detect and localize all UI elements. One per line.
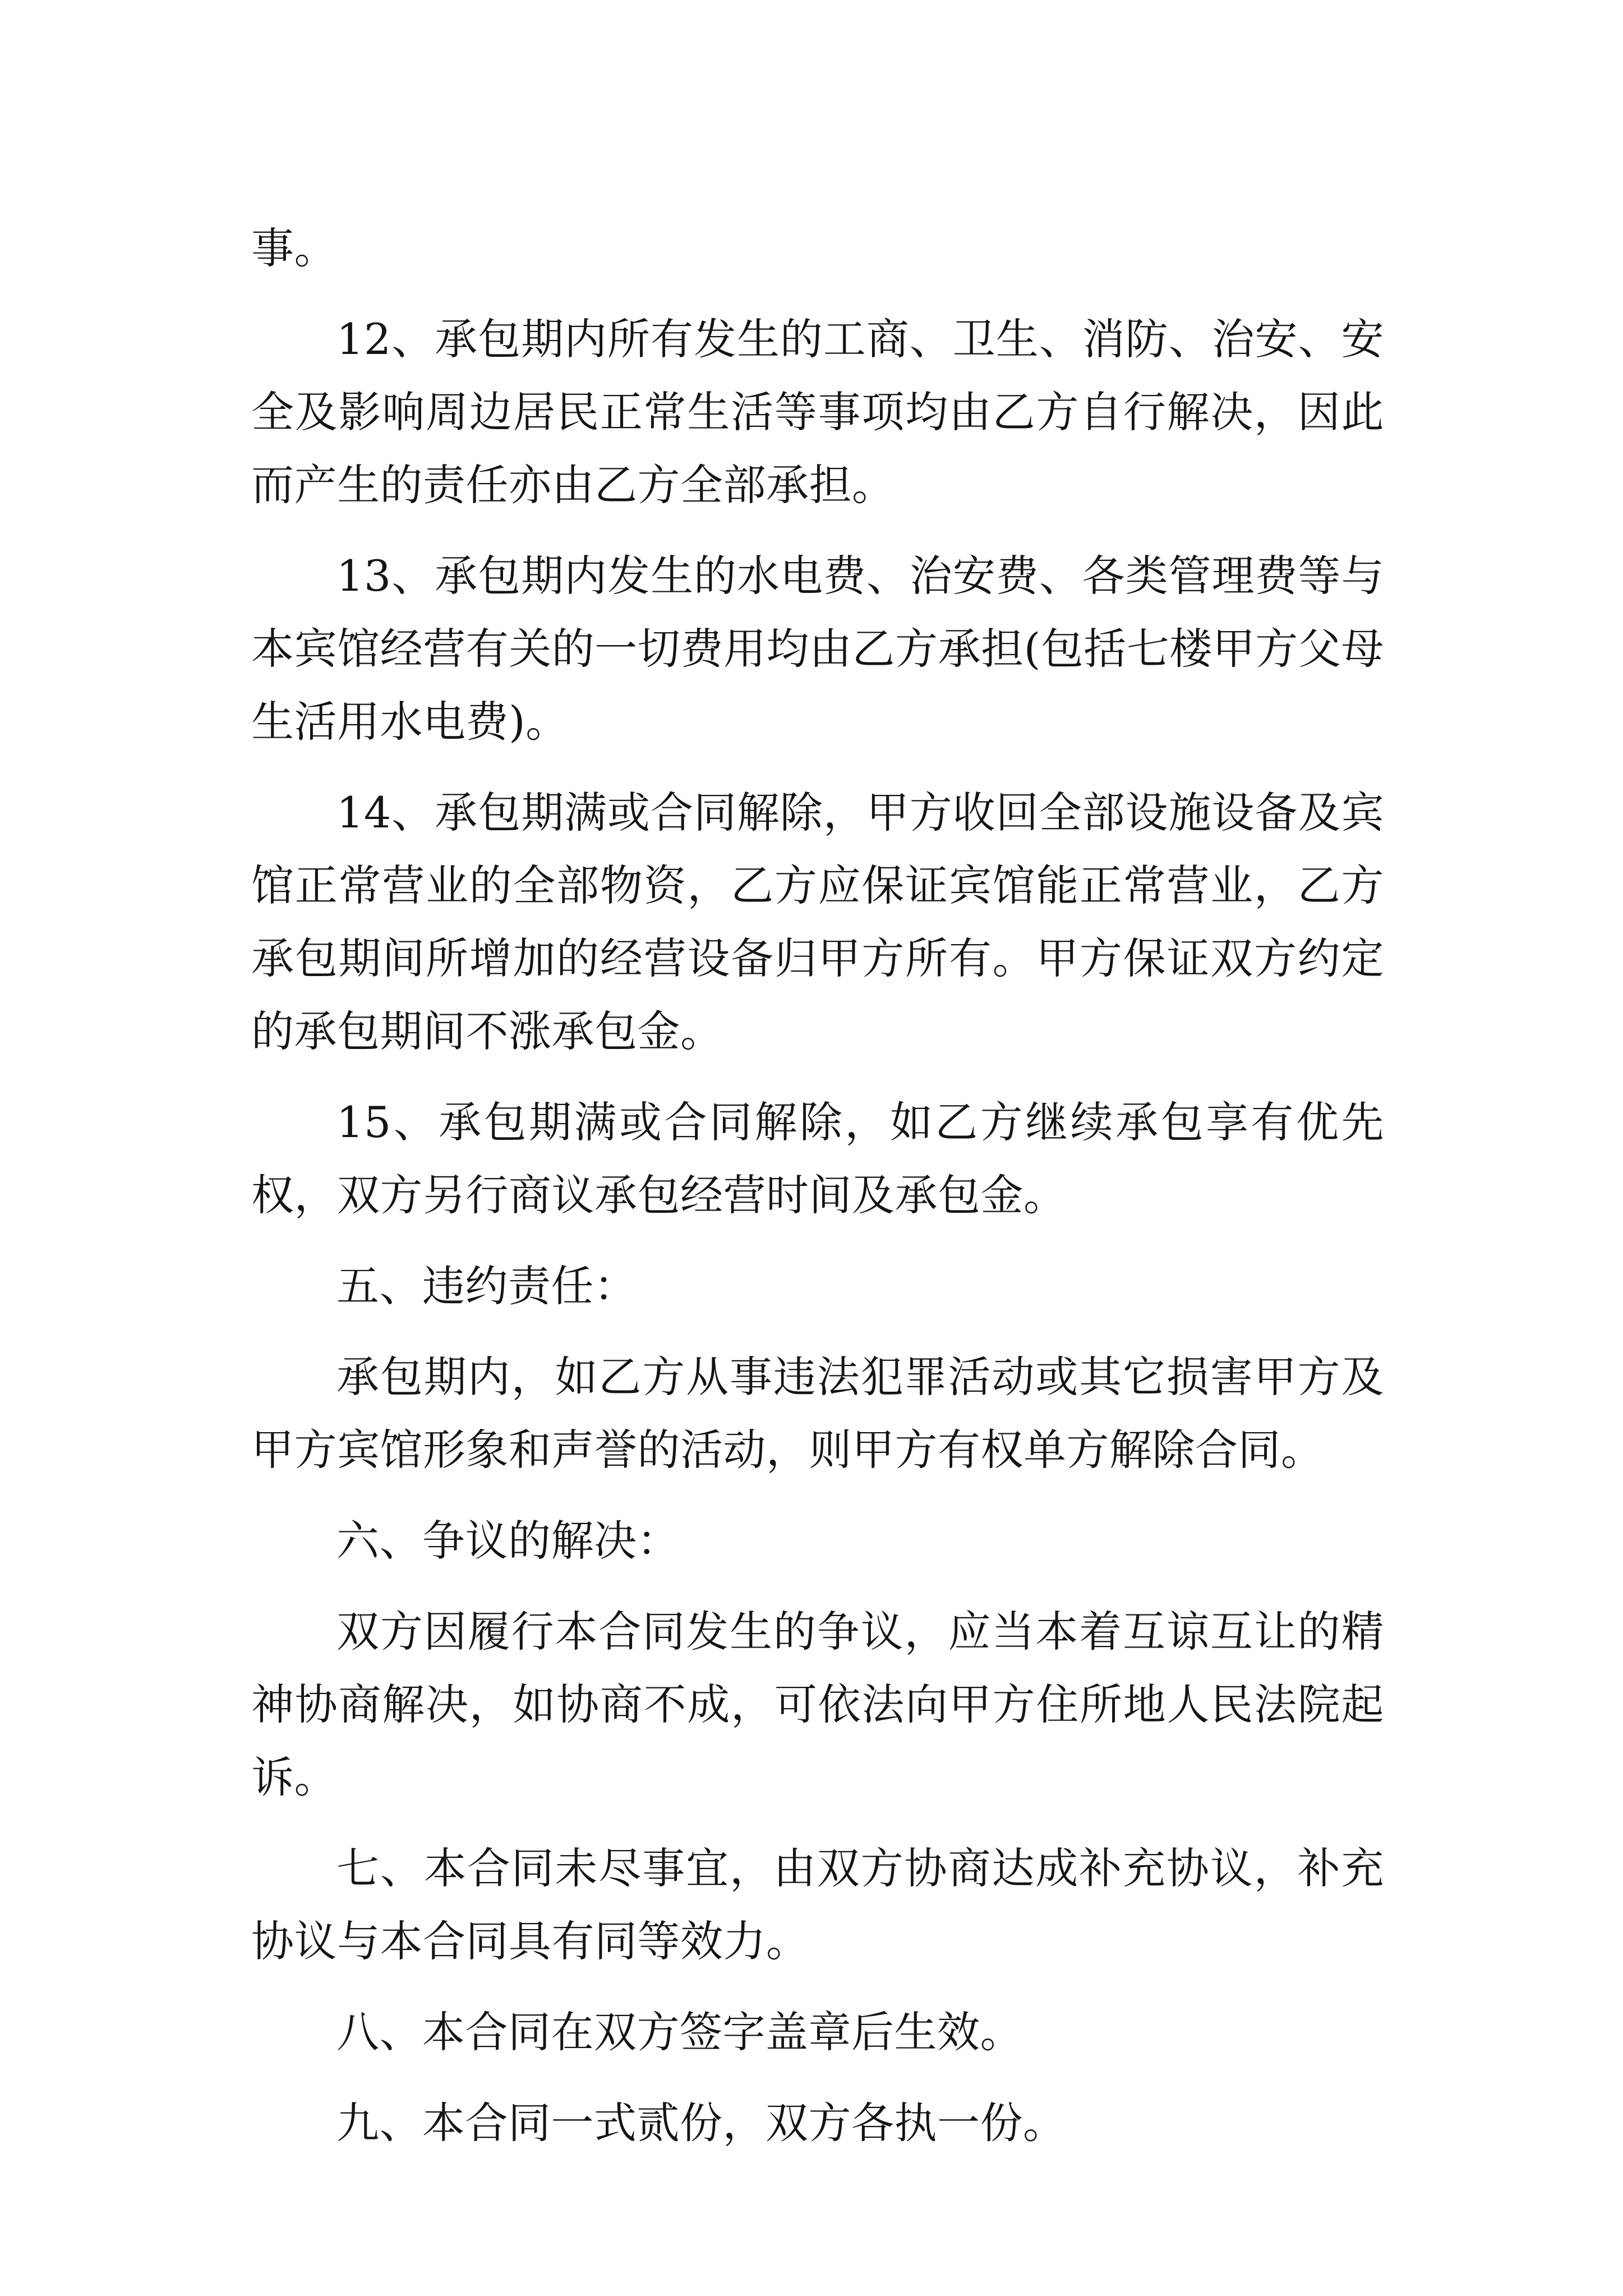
section-heading-breach: 五、违约责任： bbox=[336, 1261, 637, 1311]
clause-13: 13、承包期内发生的水电费、治安费、各类管理费等与本宾馆经营有关的一切费用均由乙方承担(包括七楼甲方父母生活用水电费)。 bbox=[251, 551, 1384, 747]
paragraph-continuation: 事。 bbox=[251, 223, 337, 273]
clause-nine: 九、本合同一式贰份，双方各执一份。 bbox=[336, 2098, 1066, 2148]
clause-15: 15、承包期满或合同解除，如乙方继续承包享有优先权，双方另行商议承包经营时间及承包金。 bbox=[251, 1097, 1384, 1220]
clause-12: 12、承包期内所有发生的工商、卫生、消防、治安、安全及影响周边居民正常生活等事项均由乙方自行解决，因此而产生的责任亦由乙方全部承担。 bbox=[251, 314, 1384, 510]
clause-eight: 八、本合同在双方签字盖章后生效。 bbox=[336, 2007, 1023, 2057]
document-body bbox=[251, 212, 1384, 2178]
breach-paragraph: 承包期内，如乙方从事违法犯罪活动或其它损害甲方及甲方宾馆形象和声誉的活动，则甲方有权单方解除合同。 bbox=[251, 1352, 1384, 1475]
clause-seven: 七、本合同未尽事宜，由双方协商达成补充协议，补充协议与本合同具有同等效力。 bbox=[251, 1843, 1384, 1966]
dispute-paragraph: 双方因履行本合同发生的争议，应当本着互谅互让的精神协商解决，如协商不成，可依法向甲方住所地人民法院起诉。 bbox=[251, 1607, 1384, 1802]
section-heading-dispute: 六、争议的解决： bbox=[336, 1516, 680, 1566]
clause-14: 14、承包期满或合同解除，甲方收回全部设施设备及宾馆正常营业的全部物资，乙方应保证宾馆能正常营业，乙方承包期间所增加的经营设备归甲方所有。甲方保证双方约定的承包期间不涨承包金。 bbox=[251, 788, 1384, 1056]
